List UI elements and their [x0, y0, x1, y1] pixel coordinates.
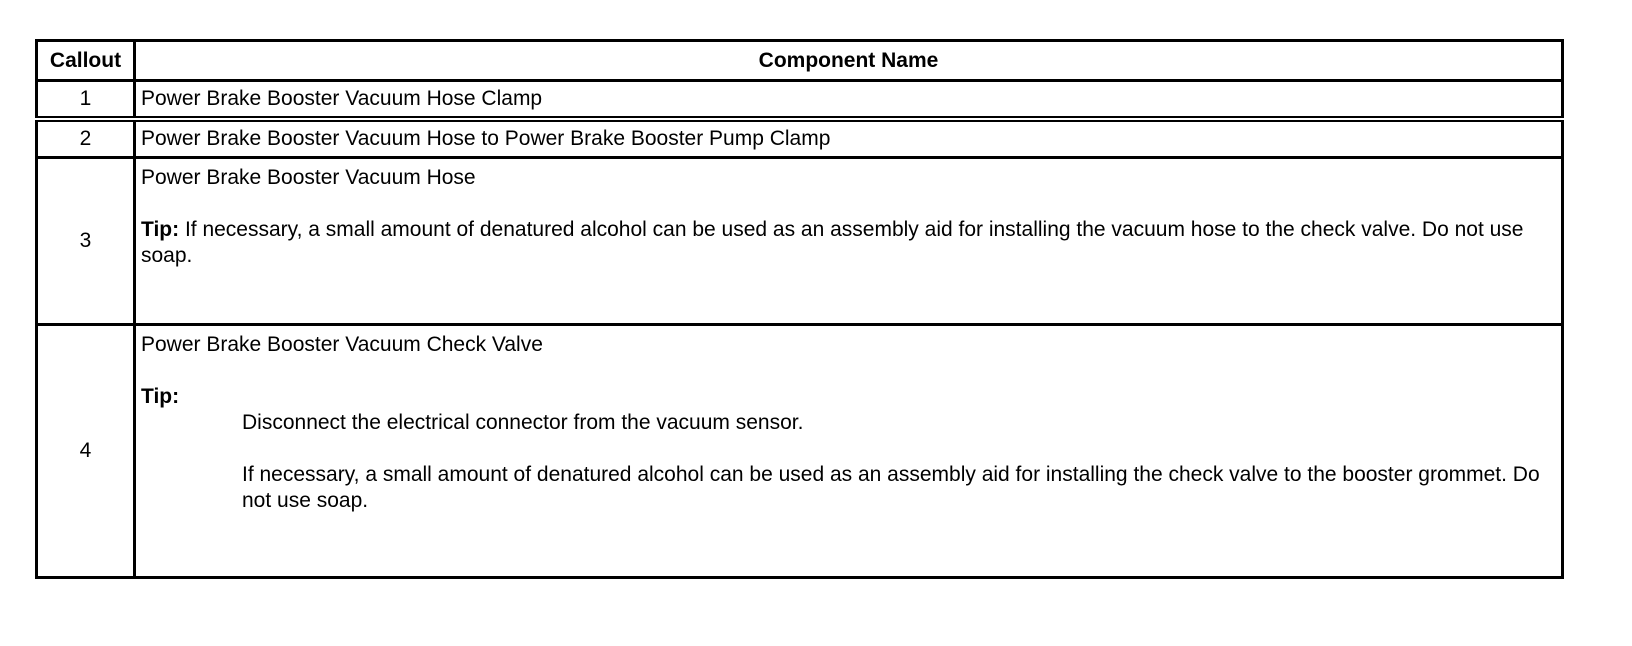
tip-item: If necessary, a small amount of denatured alcohol can be used as an assembly aid for installing the check valve to the booster grommet. Do not use soap.: [242, 463, 1540, 512]
callout-number: 3: [37, 158, 135, 325]
callout-column-header: Callout: [37, 41, 135, 81]
component-name-cell: [135, 325, 1563, 578]
callout-number: 2: [37, 119, 135, 158]
component-name: Power Brake Booster Vacuum Hose: [141, 166, 476, 189]
component-name: Power Brake Booster Vacuum Hose to Power Brake Booster Pump Clamp: [135, 119, 1563, 158]
callout-number: 4: [37, 325, 135, 578]
tip-block: [141, 384, 1556, 410]
tip-label: Tip:: [141, 385, 180, 408]
tip-item: Disconnect the electrical connector from the vacuum sensor.: [242, 411, 804, 434]
component-name-cell: [135, 158, 1563, 325]
table-row: [37, 325, 1563, 578]
component-name: Power Brake Booster Vacuum Check Valve: [141, 333, 543, 356]
component-name: Power Brake Booster Vacuum Hose Clamp: [135, 81, 1563, 120]
table-row: [37, 119, 1563, 158]
tip-block: [141, 217, 1556, 269]
table-row: [37, 81, 1563, 120]
tip-text: If necessary, a small amount of denatured alcohol can be used as an assembly aid for installing the vacuum hose to the check valve. Do not use soap.: [141, 218, 1524, 267]
tip-list: [242, 410, 1556, 514]
component-callout-table: [35, 39, 1564, 579]
component-name-column-header: Component Name: [135, 41, 1563, 81]
callout-number: 1: [37, 81, 135, 120]
tip-label: Tip:: [141, 218, 180, 241]
table-header-row: [37, 41, 1563, 81]
table-row: [37, 158, 1563, 325]
